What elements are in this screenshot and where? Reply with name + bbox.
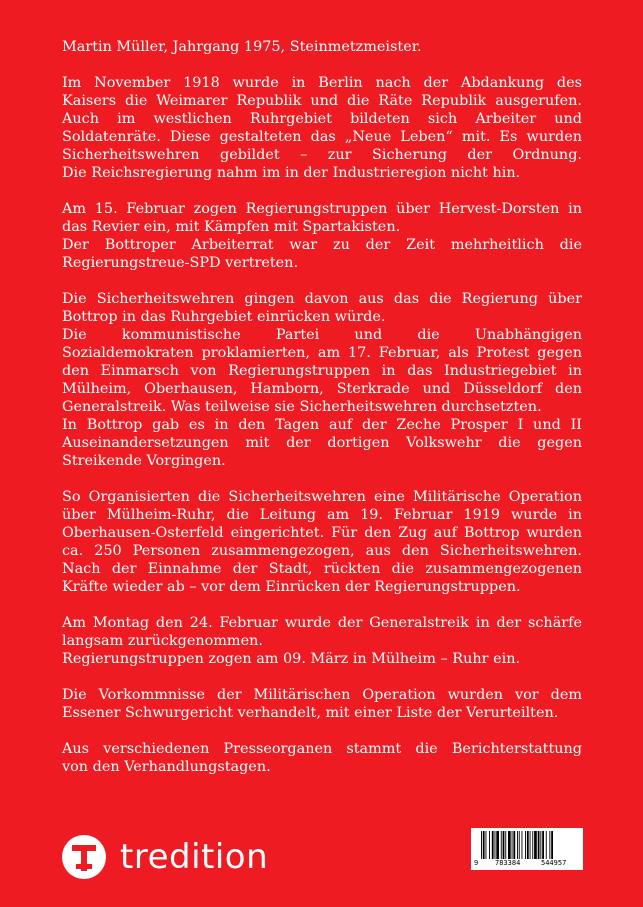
text-line: Bottrop in das Ruhrgebiet einrücken würde. <box>62 309 386 325</box>
text-line: Regierungstreue-SPD vertreten. <box>62 255 299 271</box>
text-line: Oberhausen-Osterfeld eingerichtet. Für den Zug auf Bottrop wurden <box>62 525 582 541</box>
paragraph-presseorgane <box>62 740 582 776</box>
text-line: Auch im westlichen Ruhrgebiet bildeten sich Arbeiter und <box>62 111 582 127</box>
text-line: Streikende Vorgingen. <box>62 453 226 469</box>
text-line: Die Vorkommnisse der Militärischen Operation wurden vor dem <box>62 687 582 703</box>
text-line: Nach der Einnahme der Stadt, rückten die zusammengezogenen <box>62 561 582 577</box>
barcode-bar <box>512 831 513 859</box>
text-line: Soldatenräte. Diese gestalteten das „Neue Leben“ mit. Es wurden <box>62 129 582 145</box>
paragraph-schwurgericht <box>62 686 582 722</box>
text-line: Sozialdemokraten proklamierten, am 17. Februar, als Protest gegen <box>62 345 582 361</box>
barcode-bar <box>530 831 531 859</box>
barcode-bar <box>513 831 515 859</box>
text-line: Auseinandersetzungen mit der dortigen Volkswehr die gegen <box>62 435 582 451</box>
publisher-logo <box>62 832 268 882</box>
barcode-bar <box>496 831 499 859</box>
barcode-bar <box>519 831 520 859</box>
text-line: Mülheim, Oberhausen, Hamborn, Sterkrade und Düsseldorf den <box>62 381 582 397</box>
text-line: Am 15. Februar zogen Regierungstruppen über Hervest-Dorsten in <box>62 201 582 217</box>
text-line: ca. 250 Personen zusammengezogen, aus den Sicherheitswehren. <box>62 543 582 559</box>
barcode-bar <box>532 831 533 859</box>
barcode-bar <box>517 831 518 859</box>
barcode-bar <box>489 831 490 859</box>
barcode-bar <box>538 831 540 859</box>
author-line <box>62 38 582 56</box>
barcode-bar <box>505 831 506 859</box>
barcode-bar <box>522 831 523 859</box>
text-line: von den Verhandlungstagen. <box>62 759 271 775</box>
text-line: In Bottrop gab es in den Tagen auf der Zeche Prosper I und II <box>62 417 582 433</box>
barcode-bar <box>534 831 537 859</box>
barcode-bar <box>492 831 494 859</box>
barcode-bar <box>525 831 526 859</box>
text-line: Kräfte wieder ab – vor dem Einrücken der Regierungstruppen. <box>62 579 521 595</box>
text-line: langsam zurückgenommen. <box>62 633 263 649</box>
barcode-right-group: 544957 <box>541 859 567 867</box>
text-line: Am Montag den 24. Februar wurde der Generalstreik in der schärfe <box>62 615 582 631</box>
paragraph-15-februar <box>62 200 582 272</box>
tredition-t-logo-icon <box>62 835 106 879</box>
barcode-bar <box>486 831 487 859</box>
barcode-bar <box>549 831 550 859</box>
text-line: Generalstreik. Was teilweise sie Sicherheitswehren durchsetzten. <box>62 399 542 415</box>
text-line: Der Bottroper Arbeiterrat war zu der Zeit mehrheitlich die <box>62 237 582 253</box>
text-line: Im November 1918 wurde in Berlin nach der Abdankung des <box>62 75 582 91</box>
text-line: Essener Schwurgericht verhandelt, mit einer Liste der Verurteilten. <box>62 705 559 721</box>
barcode-left-group: 783384 <box>495 859 521 867</box>
barcode-bar <box>540 831 541 859</box>
barcode-bar <box>483 831 485 859</box>
isbn-barcode <box>471 828 583 870</box>
barcode-bar <box>542 831 544 859</box>
barcode-bar <box>508 831 511 859</box>
text-line: Die kommunistische Partei und die Unabhängigen <box>62 327 582 343</box>
text-line: Die Reichsregierung nahm im in der Industrieregion nicht hin. <box>62 165 521 181</box>
barcode-bar <box>551 831 553 859</box>
text-line: Martin Müller, Jahrgang 1975, Steinmetzmeister. <box>62 39 422 55</box>
text-line: Sicherheitswehren gebildet – zur Sicherung der Ordnung. <box>62 147 582 163</box>
paragraph-operation <box>62 488 582 596</box>
publisher-name: tredition <box>120 837 269 877</box>
paragraph-24-februar <box>62 614 582 668</box>
text-line: So Organisierten die Sicherheitswehren eine Militärische Operation <box>62 489 582 505</box>
paragraph-november-1918 <box>62 74 582 182</box>
text-line: das Revier ein, mit Kämpfen mit Spartakisten. <box>62 219 401 235</box>
barcode-bar <box>546 831 547 859</box>
text-line: Aus verschiedenen Presseorganen stammt die Berichterstattung <box>62 741 582 757</box>
barcode-bar <box>481 831 482 859</box>
text-line: über Mülheim-Ruhr, die Leitung am 19. Februar 1919 wurde in <box>62 507 582 523</box>
text-line: Kaisers die Weimarer Republik und die Räte Republik ausgerufen. <box>62 93 582 109</box>
barcode-leading-digit: 9 <box>474 859 479 867</box>
barcode-bar <box>495 831 496 859</box>
text-line: den Einmarsch von Regierungstruppen in das Industriegebiet in <box>62 363 582 379</box>
text-line: Regierungstruppen zogen am 09. März in Mülheim – Ruhr ein. <box>62 651 521 667</box>
text-line: Die Sicherheitswehren gingen davon aus das die Regierung über <box>62 291 582 307</box>
barcode-bar <box>527 831 529 859</box>
paragraph-sicherheitswehren <box>62 290 582 470</box>
barcode-bar <box>501 831 502 859</box>
back-cover-text <box>62 38 582 794</box>
barcode-bar <box>503 831 505 859</box>
